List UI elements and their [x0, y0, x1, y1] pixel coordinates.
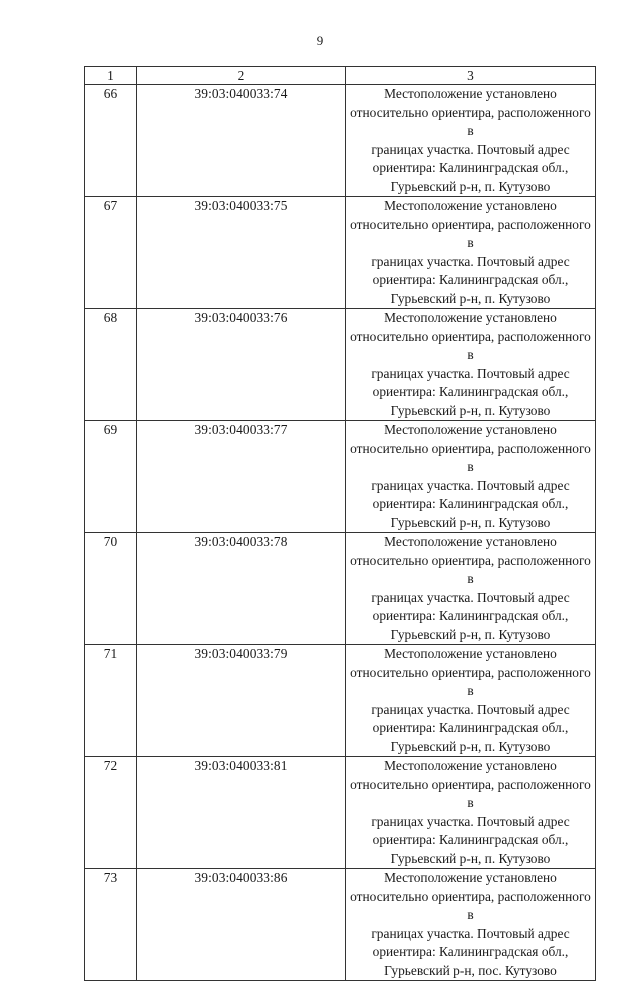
land-plots-table — [84, 66, 596, 981]
location-line: границах участка. Почтовый адрес — [371, 253, 570, 269]
row-number: 69 — [85, 421, 137, 533]
table-row — [85, 85, 596, 197]
cadastral-number: 39:03:040033:76 — [137, 309, 346, 421]
location-line: Местоположение установлено — [384, 646, 557, 661]
location-line: относительно ориентира, расположенного в — [350, 440, 591, 474]
location-line: относительно ориентира, расположенного в — [350, 104, 591, 138]
location-line: ориентира: Калининградская обл., — [372, 608, 569, 623]
column-header-1: 1 — [85, 67, 137, 85]
location-line: ориентира: Калининградская обл., — [372, 272, 569, 287]
location-line: Местоположение установлено — [384, 310, 557, 325]
cadastral-number: 39:03:040033:77 — [137, 421, 346, 533]
location-line: границах участка. Почтовый адрес — [371, 925, 570, 941]
location-line: Гурьевский р-н, п. Кутузово — [390, 514, 551, 530]
location-line: относительно ориентира, расположенного в — [350, 664, 591, 698]
location-description — [346, 309, 596, 421]
location-line: Местоположение установлено — [384, 758, 557, 773]
table-row — [85, 197, 596, 309]
row-number: 67 — [85, 197, 137, 309]
cadastral-number: 39:03:040033:79 — [137, 645, 346, 757]
row-number: 68 — [85, 309, 137, 421]
table-header-row — [85, 67, 596, 85]
location-line: Гурьевский р-н, п. Кутузово — [390, 850, 551, 866]
location-line: Местоположение установлено — [384, 870, 557, 885]
location-line: относительно ориентира, расположенного в — [350, 888, 591, 922]
location-description — [346, 85, 596, 197]
row-number: 72 — [85, 757, 137, 869]
row-number: 66 — [85, 85, 137, 197]
location-line: ориентира: Калининградская обл., — [372, 496, 569, 511]
location-line: ориентира: Калининградская обл., — [372, 720, 569, 735]
location-line: Гурьевский р-н, п. Кутузово — [390, 402, 551, 418]
table-row — [85, 645, 596, 757]
location-description — [346, 645, 596, 757]
location-line: границах участка. Почтовый адрес — [371, 141, 570, 157]
location-line: Местоположение установлено — [384, 86, 557, 101]
row-number: 73 — [85, 869, 137, 981]
location-line: ориентира: Калининградская обл., — [372, 832, 569, 847]
location-line: относительно ориентира, расположенного в — [350, 216, 591, 250]
table-row — [85, 421, 596, 533]
location-line: Местоположение установлено — [384, 198, 557, 213]
location-description — [346, 197, 596, 309]
cadastral-number: 39:03:040033:78 — [137, 533, 346, 645]
location-line: Местоположение установлено — [384, 422, 557, 437]
cadastral-number: 39:03:040033:86 — [137, 869, 346, 981]
location-description — [346, 869, 596, 981]
location-line: Гурьевский р-н, п. Кутузово — [390, 178, 551, 194]
location-line: ориентира: Калининградская обл., — [372, 384, 569, 399]
row-number: 70 — [85, 533, 137, 645]
location-line: Местоположение установлено — [384, 534, 557, 549]
page-number: 9 — [316, 33, 324, 48]
location-line: относительно ориентира, расположенного в — [350, 776, 591, 810]
table-row — [85, 533, 596, 645]
location-line: границах участка. Почтовый адрес — [371, 477, 570, 493]
cadastral-number: 39:03:040033:81 — [137, 757, 346, 869]
cadastral-number: 39:03:040033:74 — [137, 85, 346, 197]
location-line: границах участка. Почтовый адрес — [371, 589, 570, 605]
location-line: относительно ориентира, расположенного в — [350, 552, 591, 586]
location-line: границах участка. Почтовый адрес — [371, 701, 570, 717]
location-line: Гурьевский р-н, п. Кутузово — [390, 290, 551, 306]
location-line: Гурьевский р-н, пос. Кутузово — [384, 962, 557, 978]
location-line: границах участка. Почтовый адрес — [371, 365, 570, 381]
column-header-3: 3 — [346, 67, 596, 85]
location-description — [346, 421, 596, 533]
table-row — [85, 309, 596, 421]
column-header-2: 2 — [137, 67, 346, 85]
location-line: Гурьевский р-н, п. Кутузово — [390, 626, 551, 642]
table-row — [85, 757, 596, 869]
table-row — [85, 869, 596, 981]
row-number: 71 — [85, 645, 137, 757]
location-line: ориентира: Калининградская обл., — [372, 944, 569, 959]
location-description — [346, 757, 596, 869]
location-line: ориентира: Калининградская обл., — [372, 160, 569, 175]
location-line: границах участка. Почтовый адрес — [371, 813, 570, 829]
location-line: относительно ориентира, расположенного в — [350, 328, 591, 362]
location-description — [346, 533, 596, 645]
cadastral-number: 39:03:040033:75 — [137, 197, 346, 309]
location-line: Гурьевский р-н, п. Кутузово — [390, 738, 551, 754]
